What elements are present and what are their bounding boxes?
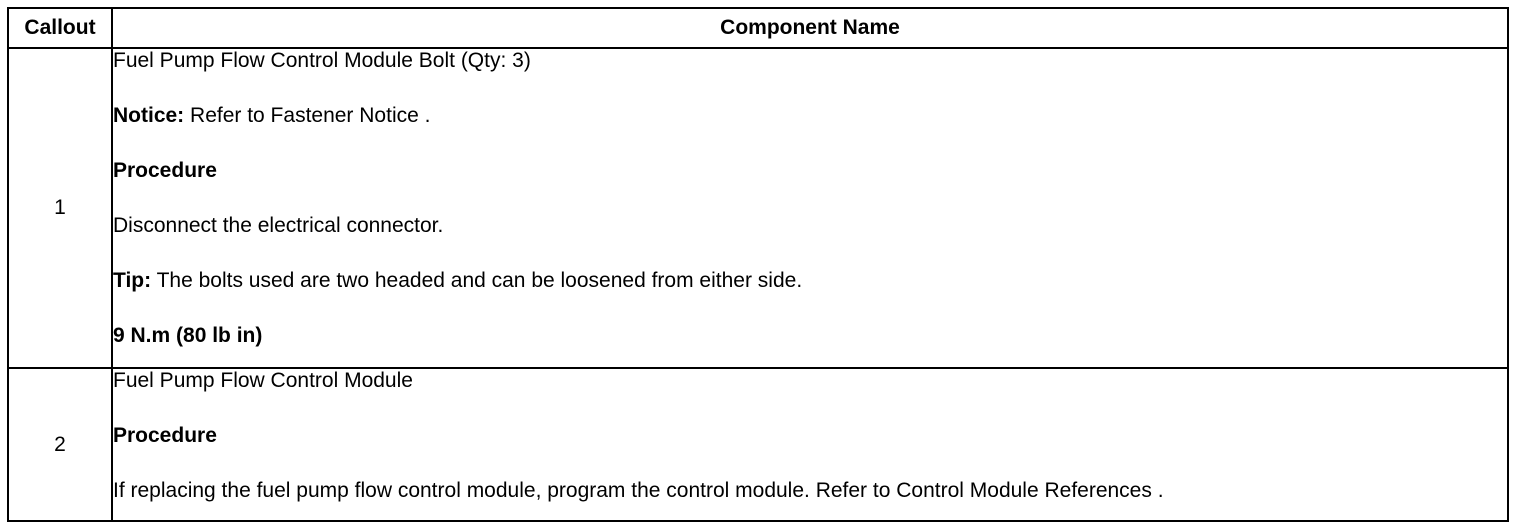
notice-line: [113, 104, 1507, 127]
component-table: [7, 7, 1509, 522]
component-cell: [112, 368, 1508, 521]
procedure-heading: Procedure: [113, 424, 217, 447]
procedure-heading: Procedure: [113, 159, 217, 182]
callout-cell: 2: [8, 368, 112, 521]
component-cell: [112, 48, 1508, 368]
component-title: Fuel Pump Flow Control Module Bolt (Qty: 3): [113, 49, 531, 72]
table-row: [8, 368, 1508, 521]
notice-text: Refer to Fastener Notice .: [184, 104, 431, 127]
torque-spec: 9 N.m (80 lb in): [113, 324, 263, 347]
header-callout: Callout: [8, 8, 112, 48]
tip-line: [113, 269, 1507, 292]
notice-label: Notice:: [113, 104, 185, 127]
component-title: Fuel Pump Flow Control Module: [113, 369, 413, 392]
tip-text: The bolts used are two headed and can be loosened from either side.: [151, 269, 803, 292]
tip-label: Tip:: [113, 269, 152, 292]
table-row: [8, 48, 1508, 368]
procedure-step: Disconnect the electrical connector.: [113, 214, 444, 237]
table-header-row: [8, 8, 1508, 48]
procedure-step: If replacing the fuel pump flow control module, program the control module. Refer to Control Module References .: [113, 479, 1164, 502]
callout-cell: 1: [8, 48, 112, 368]
header-component-name: Component Name: [112, 8, 1508, 48]
